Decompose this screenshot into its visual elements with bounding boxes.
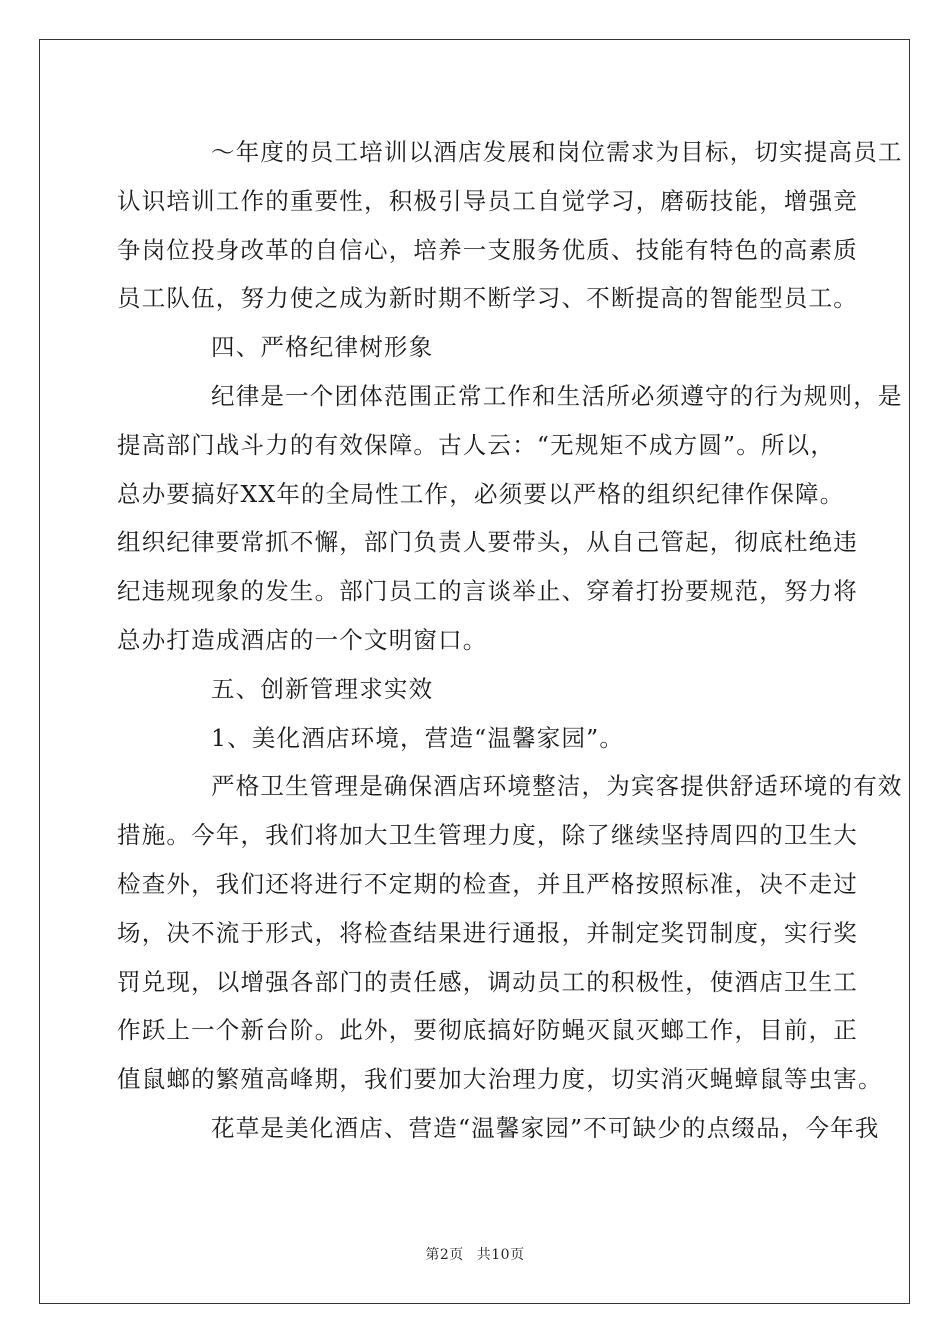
text-line: 组织纪律要常抓不懈，部门负责人要带头，从自己管起，彻底杜绝违 [117, 528, 858, 557]
section-heading-innovation [117, 665, 833, 714]
text-line: 争岗位投身改革的自信心，培养一支服务优质、技能有特色的高素质 [117, 235, 858, 264]
subsection-heading-environment [117, 714, 833, 763]
text-line: 值鼠螂的繁殖高峰期，我们要加大治理力度，切实消灭蝇蟑鼠等虫害。 [117, 1065, 883, 1094]
text-line: 员工队伍，努力使之成为新时期不断学习、不断提高的智能型员工。 [117, 284, 858, 313]
text-line: 总办打造成酒店的一个文明窗口。 [117, 625, 488, 654]
text-line: 作跃上一个新台阶。此外，要彻底搞好防蝇灭鼠灭螂工作，目前，正 [117, 1016, 858, 1045]
text-line: ～年度的员工培训以酒店发展和岗位需求为目标，切实提高员工 [211, 138, 903, 166]
paragraph-flowers [117, 1104, 880, 1153]
text-line: 1、美化酒店环境，营造“温馨家园”。 [211, 723, 625, 752]
paragraph-discipline [117, 372, 903, 665]
document-body [117, 128, 903, 1153]
text-line: 总办要搞好XX年的全局性工作，必须要以严格的组织纪律作保障。 [117, 479, 845, 508]
page-number: 第2页 [425, 1247, 464, 1263]
text-line: 严格卫生管理是确保酒店环境整洁，为宾客提供舒适环境的有效 [211, 772, 903, 801]
page-total: 共10页 [476, 1247, 525, 1263]
text-line: 四、严格纪律树形象 [211, 333, 434, 362]
text-line: 认识培训工作的重要性，积极引导员工自觉学习，磨砺技能，增强竞 [117, 186, 858, 215]
text-line: 提高部门战斗力的有效保障。古人云：“无规矩不成方圆”。所以， [117, 430, 836, 459]
text-line: 措施。今年，我们将加大卫生管理力度，除了继续坚持周四的卫生大 [117, 821, 858, 850]
text-line: 场，决不流于形式，将检查结果进行通报，并制定奖罚制度，实行奖 [117, 918, 858, 947]
text-line: 花草是美化酒店、营造“温馨家园”不可缺少的点缀品，今年我 [211, 1113, 880, 1142]
text-line: 纪违规现象的发生。部门员工的言谈举止、穿着打扮要规范，努力将 [117, 577, 858, 606]
text-line: 检查外，我们还将进行不定期的检查，并且严格按照标准，决不走过 [117, 869, 858, 898]
paragraph-hygiene [117, 762, 903, 1104]
page-footer [0, 1244, 950, 1264]
text-line: 五、创新管理求实效 [211, 674, 434, 703]
text-line: 纪律是一个团体范围正常工作和生活所必须遵守的行为规则，是 [211, 381, 903, 410]
section-heading-discipline [117, 323, 833, 372]
text-line: 罚兑现，以增强各部门的责任感，调动员工的积极性，使酒店卫生工 [117, 967, 858, 996]
paragraph-training-goal [117, 128, 903, 323]
